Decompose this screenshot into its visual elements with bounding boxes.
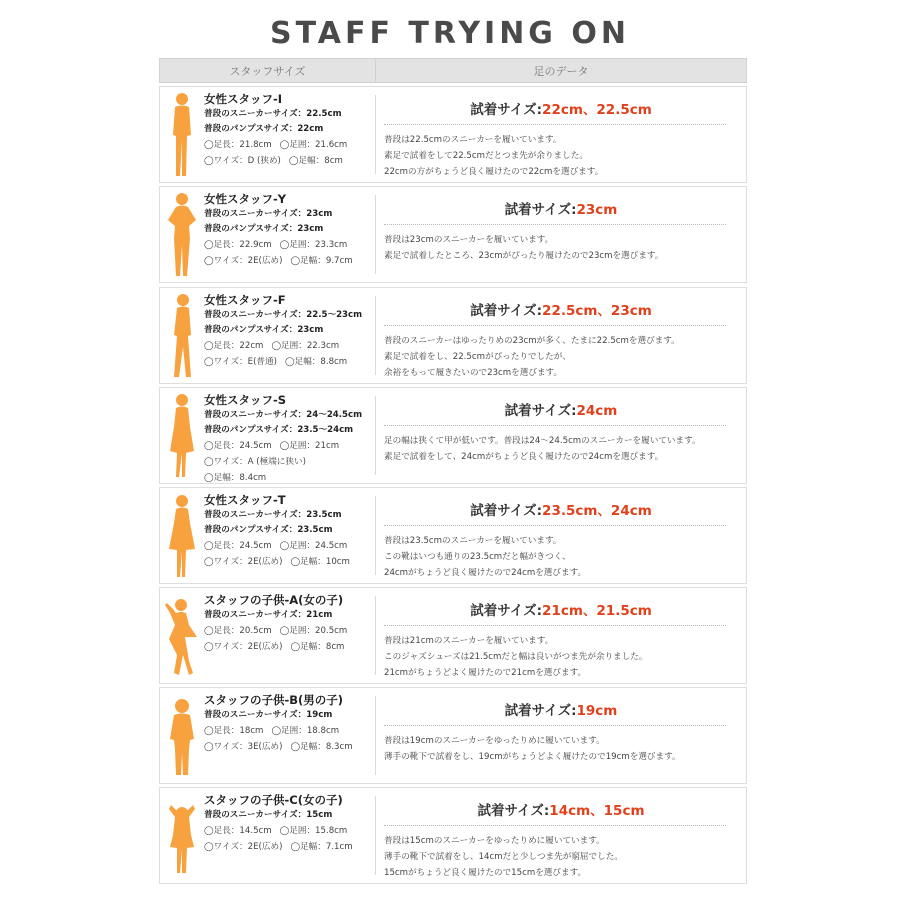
measurement-value: ◯ワイズ：2E(広め) bbox=[204, 557, 283, 567]
measurement-value: ◯足囲：24.5cm bbox=[279, 541, 348, 551]
dotted-divider bbox=[384, 124, 726, 125]
header-staff-size: スタッフサイズ bbox=[160, 59, 376, 82]
foot-measurement bbox=[204, 454, 376, 470]
measurement-value: ◯ワイズ：E(普通) bbox=[204, 357, 277, 367]
staff-row bbox=[159, 186, 747, 283]
try-size-label: 試着サイズ: bbox=[470, 303, 543, 319]
try-size-label: 試着サイズ: bbox=[477, 803, 550, 819]
comment-line: 薄手の靴下で試着をし、14cmだと少しつま先が窮屈でした。 bbox=[384, 852, 623, 862]
staff-row bbox=[159, 687, 747, 784]
little-girl-icon bbox=[163, 791, 201, 880]
dotted-divider bbox=[384, 224, 726, 225]
measurement-value: ◯足囲：22.3cm bbox=[271, 341, 340, 351]
staff-info bbox=[204, 793, 376, 855]
try-size-value: 22cm、22.5cm bbox=[542, 102, 652, 118]
comment-line: 15cmがちょうど良く履けたので15cmを選びます。 bbox=[384, 868, 587, 878]
measurement-value: ◯足囲：21cm bbox=[279, 441, 340, 451]
measurement-value: ◯足幅：10cm bbox=[290, 557, 350, 567]
measurement-value: ◯足幅：8.3cm bbox=[290, 742, 353, 752]
staff-name: 女性スタッフ-S bbox=[204, 393, 287, 407]
foot-measurement bbox=[204, 823, 376, 839]
comment bbox=[384, 533, 744, 581]
staff-row bbox=[159, 86, 747, 183]
comment bbox=[384, 733, 744, 765]
foot-data bbox=[376, 588, 746, 683]
dotted-divider bbox=[384, 525, 726, 526]
try-size-value: 23.5cm、24cm bbox=[542, 503, 652, 519]
usual-size: 普段のパンプスサイズ：23.5〜24cm bbox=[204, 425, 354, 435]
try-size bbox=[376, 399, 746, 419]
foot-measurement bbox=[204, 723, 376, 739]
foot-data bbox=[376, 488, 746, 583]
measurement-value: ◯足幅：8.4cm bbox=[204, 473, 267, 483]
try-size bbox=[376, 599, 746, 619]
comment-line: 普段は22.5cmのスニーカーを履いています。 bbox=[384, 135, 562, 145]
comment-line: 普段のスニーカーはゆったりめの23cmが多く、たまに22.5cmを選びます。 bbox=[384, 336, 680, 346]
foot-measurement bbox=[204, 538, 376, 554]
comment-line: 薄手の靴下で試着をし、19cmがちょうどよく履けたので19cmを選びます。 bbox=[384, 752, 681, 762]
dotted-divider bbox=[384, 725, 726, 726]
page-title: STAFF TRYING ON bbox=[270, 16, 630, 51]
staff-info bbox=[204, 92, 376, 169]
try-size-value: 22.5cm、23cm bbox=[542, 303, 652, 319]
table-header bbox=[159, 58, 747, 83]
measurement-value: ◯足幅：8cm bbox=[290, 642, 345, 652]
usual-size: 普段のスニーカーサイズ：23cm bbox=[204, 209, 333, 219]
comment-line: 普段は15cmのスニーカーをゆったりめに履いています。 bbox=[384, 836, 605, 846]
comment bbox=[384, 433, 744, 465]
try-size-value: 23cm bbox=[576, 202, 618, 218]
staff-name: 女性スタッフ-I bbox=[204, 92, 283, 106]
foot-measurement bbox=[204, 739, 376, 755]
staff-row bbox=[159, 787, 747, 884]
comment bbox=[384, 633, 744, 681]
try-size bbox=[376, 499, 746, 519]
comment bbox=[384, 132, 744, 180]
usual-size: 普段のスニーカーサイズ：21cm bbox=[204, 610, 333, 620]
usual-size: 普段のパンプスサイズ：23.5cm bbox=[204, 525, 333, 535]
usual-size: 普段のスニーカーサイズ：19cm bbox=[204, 710, 333, 720]
measurement-value: ◯足長：14.5cm bbox=[204, 826, 272, 836]
foot-measurement bbox=[204, 438, 376, 454]
measurement-value: ◯足囲：18.8cm bbox=[271, 726, 340, 736]
comment-line: 足の幅は狭くて甲が低いです。普段は24〜24.5cmのスニーカーを履いています。 bbox=[384, 436, 701, 446]
foot-measurement bbox=[204, 639, 376, 655]
measurement-value: ◯足長：24.5cm bbox=[204, 441, 272, 451]
measurement-value: ◯ワイズ：A (極端に狭い) bbox=[204, 457, 306, 467]
woman-skirt-icon bbox=[163, 391, 201, 480]
measurement-value: ◯ワイズ：2E(広め) bbox=[204, 642, 283, 652]
foot-data bbox=[376, 388, 746, 483]
foot-measurement bbox=[204, 623, 376, 639]
foot-measurement bbox=[204, 253, 376, 269]
usual-size: 普段のスニーカーサイズ：22.5cm bbox=[204, 109, 342, 119]
staff-info bbox=[204, 593, 376, 655]
comment bbox=[384, 833, 744, 881]
foot-data bbox=[376, 187, 746, 282]
comment-line: このジャズシューズは21.5cmだと幅は良いがつま先が余りました。 bbox=[384, 652, 648, 662]
boy-standing-icon bbox=[163, 691, 201, 780]
staff-name: 女性スタッフ-F bbox=[204, 293, 286, 307]
comment-line: 素足で試着したところ、23cmがぴったり履けたので23cmを選びます。 bbox=[384, 251, 664, 261]
woman-dress-icon bbox=[163, 491, 201, 580]
foot-measurement bbox=[204, 237, 376, 253]
comment-line: 素足で試着をして、24cmがちょうど良く履けたので24cmを選びます。 bbox=[384, 452, 664, 462]
staff-row bbox=[159, 387, 747, 484]
dotted-divider bbox=[384, 625, 726, 626]
comment-line: 普段は23cmのスニーカーを履いています。 bbox=[384, 235, 554, 245]
try-size bbox=[376, 198, 746, 218]
try-size bbox=[376, 98, 746, 118]
try-size-value: 24cm bbox=[576, 403, 618, 419]
staff-name: 女性スタッフ-Y bbox=[204, 192, 287, 206]
comment-line: 21cmがちょうどよく履けたので21cmを選びます。 bbox=[384, 668, 587, 678]
try-size bbox=[376, 299, 746, 319]
measurement-value: ◯足幅：9.7cm bbox=[290, 256, 353, 266]
woman-standing-icon bbox=[163, 90, 201, 179]
try-size-value: 19cm bbox=[576, 703, 618, 719]
foot-measurement bbox=[204, 137, 376, 153]
foot-data bbox=[376, 788, 746, 883]
staff-info bbox=[204, 493, 376, 570]
try-size-label: 試着サイズ: bbox=[470, 603, 543, 619]
measurement-value: ◯ワイズ：2E(広め) bbox=[204, 842, 283, 852]
measurement-value: ◯足長：20.5cm bbox=[204, 626, 272, 636]
staff-row bbox=[159, 587, 747, 684]
measurement-value: ◯ワイズ：2E(広め) bbox=[204, 256, 283, 266]
measurement-value: ◯足長：22.9cm bbox=[204, 240, 272, 250]
girl-dancing-icon bbox=[163, 591, 201, 680]
try-size-value: 21cm、21.5cm bbox=[542, 603, 652, 619]
measurement-value: ◯足長：18cm bbox=[204, 726, 264, 736]
try-size bbox=[376, 799, 746, 819]
woman-hands-on-hips-icon bbox=[163, 190, 201, 279]
foot-measurement bbox=[204, 354, 376, 370]
try-size-label: 試着サイズ: bbox=[504, 703, 577, 719]
measurement-value: ◯足長：22cm bbox=[204, 341, 264, 351]
foot-data bbox=[376, 288, 746, 383]
staff-row bbox=[159, 487, 747, 584]
dotted-divider bbox=[384, 325, 726, 326]
foot-measurement bbox=[204, 338, 376, 354]
try-size-label: 試着サイズ: bbox=[504, 403, 577, 419]
header-foot-data: 足のデータ bbox=[533, 64, 589, 78]
staff-name: スタッフの子供-C(女の子) bbox=[204, 793, 343, 807]
foot-measurement bbox=[204, 839, 376, 855]
foot-measurement bbox=[204, 153, 376, 169]
foot-measurement bbox=[204, 554, 376, 570]
usual-size: 普段のスニーカーサイズ：22.5〜23cm bbox=[204, 310, 363, 320]
comment-line: 余裕をもって履きたいので23cmを選びます。 bbox=[384, 368, 563, 378]
measurement-value: ◯足囲：23.3cm bbox=[279, 240, 348, 250]
staff-name: スタッフの子供-B(男の子) bbox=[204, 693, 344, 707]
staff-name: 女性スタッフ-T bbox=[204, 493, 286, 507]
comment bbox=[384, 333, 744, 381]
foot-data bbox=[376, 87, 746, 182]
comment-line: 素足で試着をして22.5cmだとつま先が余りました。 bbox=[384, 151, 588, 161]
measurement-value: ◯足長：24.5cm bbox=[204, 541, 272, 551]
try-size-label: 試着サイズ: bbox=[470, 503, 543, 519]
usual-size: 普段のスニーカーサイズ：24〜24.5cm bbox=[204, 410, 363, 420]
comment-line: 素足で試着をし、22.5cmがぴったりでしたが、 bbox=[384, 352, 571, 362]
usual-size: 普段のパンプスサイズ：23cm bbox=[204, 325, 324, 335]
measurement-value: ◯足幅：8cm bbox=[288, 156, 343, 166]
measurement-value: ◯足幅：7.1cm bbox=[290, 842, 353, 852]
try-size-label: 試着サイズ: bbox=[504, 202, 577, 218]
woman-walking-icon bbox=[163, 291, 201, 380]
measurement-value: ◯ワイズ：D (狭め) bbox=[204, 156, 281, 166]
usual-size: 普段のスニーカーサイズ：15cm bbox=[204, 810, 333, 820]
measurement-value: ◯ワイズ：3E(広め) bbox=[204, 742, 283, 752]
measurement-value: ◯足囲：21.6cm bbox=[279, 140, 348, 150]
staff-info bbox=[204, 293, 376, 370]
comment-line: 普段は19cmのスニーカーをゆったりめに履いています。 bbox=[384, 736, 605, 746]
comment-line: 22cmの方がちょうど良く履けたので22cmを選びます。 bbox=[384, 167, 604, 177]
comment bbox=[384, 232, 744, 264]
usual-size: 普段のパンプスサイズ：23cm bbox=[204, 224, 324, 234]
staff-row bbox=[159, 287, 747, 384]
try-size-value: 14cm、15cm bbox=[549, 803, 645, 819]
comment-line: 普段は21cmのスニーカーを履いています。 bbox=[384, 636, 554, 646]
foot-data bbox=[376, 688, 746, 783]
staff-info bbox=[204, 393, 376, 486]
measurement-value: ◯足囲：20.5cm bbox=[279, 626, 348, 636]
usual-size: 普段のパンプスサイズ：22cm bbox=[204, 124, 324, 134]
comment-line: この靴はいつも通りの23.5cmだと幅がきつく、 bbox=[384, 552, 571, 562]
try-size-label: 試着サイズ: bbox=[470, 102, 543, 118]
comment-line: 24cmがちょうど良く履けたので24cmを選びます。 bbox=[384, 568, 587, 578]
measurement-value: ◯足長：21.8cm bbox=[204, 140, 272, 150]
foot-measurement bbox=[204, 470, 376, 486]
measurement-value: ◯足囲：15.8cm bbox=[279, 826, 348, 836]
measurement-value: ◯足幅：8.8cm bbox=[284, 357, 348, 367]
staff-info bbox=[204, 693, 376, 755]
staff-info bbox=[204, 192, 376, 269]
usual-size: 普段のスニーカーサイズ：23.5cm bbox=[204, 510, 342, 520]
try-size bbox=[376, 699, 746, 719]
dotted-divider bbox=[384, 825, 726, 826]
dotted-divider bbox=[384, 425, 726, 426]
staff-name: スタッフの子供-A(女の子) bbox=[204, 593, 344, 607]
comment-line: 普段は23.5cmのスニーカーを履いています。 bbox=[384, 536, 562, 546]
